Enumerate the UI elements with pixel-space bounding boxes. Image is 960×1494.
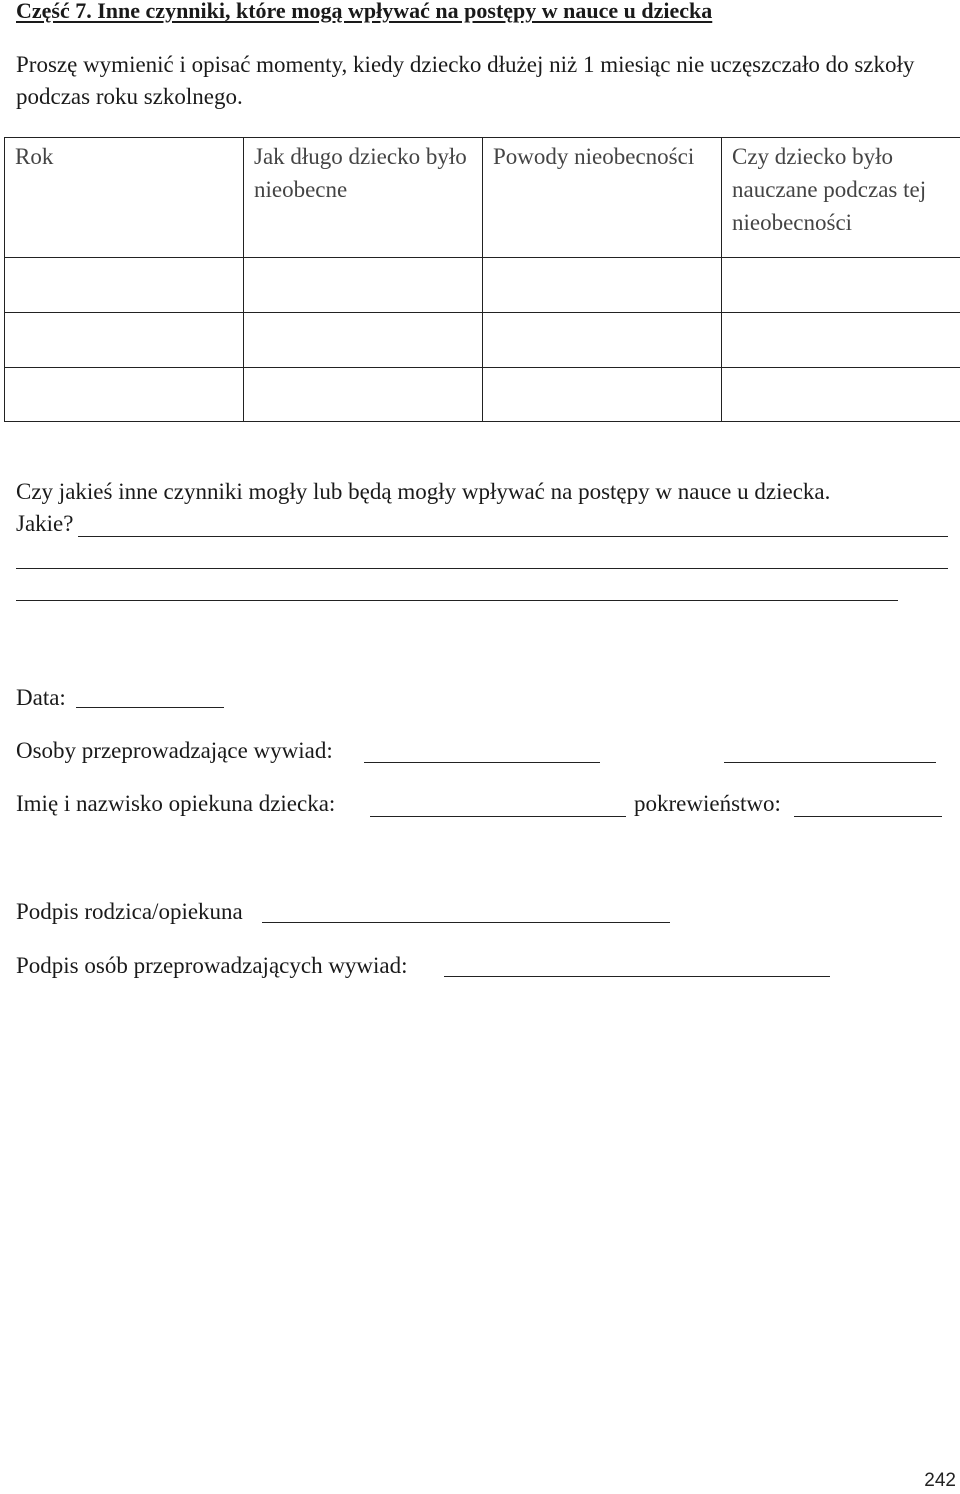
table-row	[5, 258, 960, 313]
parent-signature-label: Podpis rodzica/opiekuna	[16, 899, 243, 924]
header-absence-duration: Jak długo dziecko było nieobecne	[244, 138, 483, 258]
page-number: 242	[924, 1470, 956, 1491]
header-year: Rok	[5, 138, 244, 258]
table-cell[interactable]	[483, 368, 722, 422]
table-cell[interactable]	[483, 258, 722, 313]
interviewers-signature-label: Podpis osób przeprowadzających wywiad:	[16, 953, 408, 978]
parent-signature-field[interactable]	[262, 922, 670, 923]
table-header-row	[5, 138, 960, 258]
table-cell[interactable]	[5, 258, 244, 313]
guardian-name-field[interactable]	[370, 816, 626, 817]
other-factors-answer-line[interactable]	[78, 536, 948, 537]
intro-text: Proszę wymienić i opisać momenty, kiedy dziecko dłużej niż 1 miesiąc nie uczęszczało do szkoły podczas roku szkolnego.	[16, 52, 915, 109]
table-cell[interactable]	[5, 313, 244, 368]
table-row	[5, 368, 960, 422]
section-title: Część 7. Inne czynniki, które mogą wpływać na postępy w nauce u dziecka	[16, 0, 713, 23]
absence-table	[4, 137, 960, 422]
interviewer-1-field[interactable]	[364, 762, 600, 763]
table-cell[interactable]	[5, 368, 244, 422]
interviewers-label: Osoby przeprowadzające wywiad:	[16, 738, 333, 763]
other-factors-answer-line[interactable]	[16, 568, 948, 569]
table-cell[interactable]	[722, 258, 960, 313]
table-cell[interactable]	[244, 368, 483, 422]
other-factors-question: Czy jakieś inne czynniki mogły lub będą mogły wpływać na postępy w nauce u dziecka.	[16, 479, 831, 504]
table-cell[interactable]	[244, 258, 483, 313]
relationship-label: pokrewieństwo:	[634, 791, 781, 816]
other-factors-answer-line[interactable]	[16, 600, 898, 601]
interviewers-signature-field[interactable]	[444, 976, 830, 977]
table-cell[interactable]	[483, 313, 722, 368]
relationship-field[interactable]	[794, 816, 942, 817]
table-cell[interactable]	[722, 368, 960, 422]
other-factors-followup: Jakie?	[16, 511, 74, 536]
date-label: Data:	[16, 685, 66, 710]
table-cell[interactable]	[722, 313, 960, 368]
interviewer-2-field[interactable]	[724, 762, 936, 763]
table-cell[interactable]	[244, 313, 483, 368]
guardian-name-label: Imię i nazwisko opiekuna dziecka:	[16, 791, 336, 816]
table-row	[5, 313, 960, 368]
header-absence-reasons: Powody nieobecności	[483, 138, 722, 258]
date-field[interactable]	[76, 707, 224, 708]
header-taught-during-absence: Czy dziecko było nauczane podczas tej nieobecności	[722, 138, 960, 258]
